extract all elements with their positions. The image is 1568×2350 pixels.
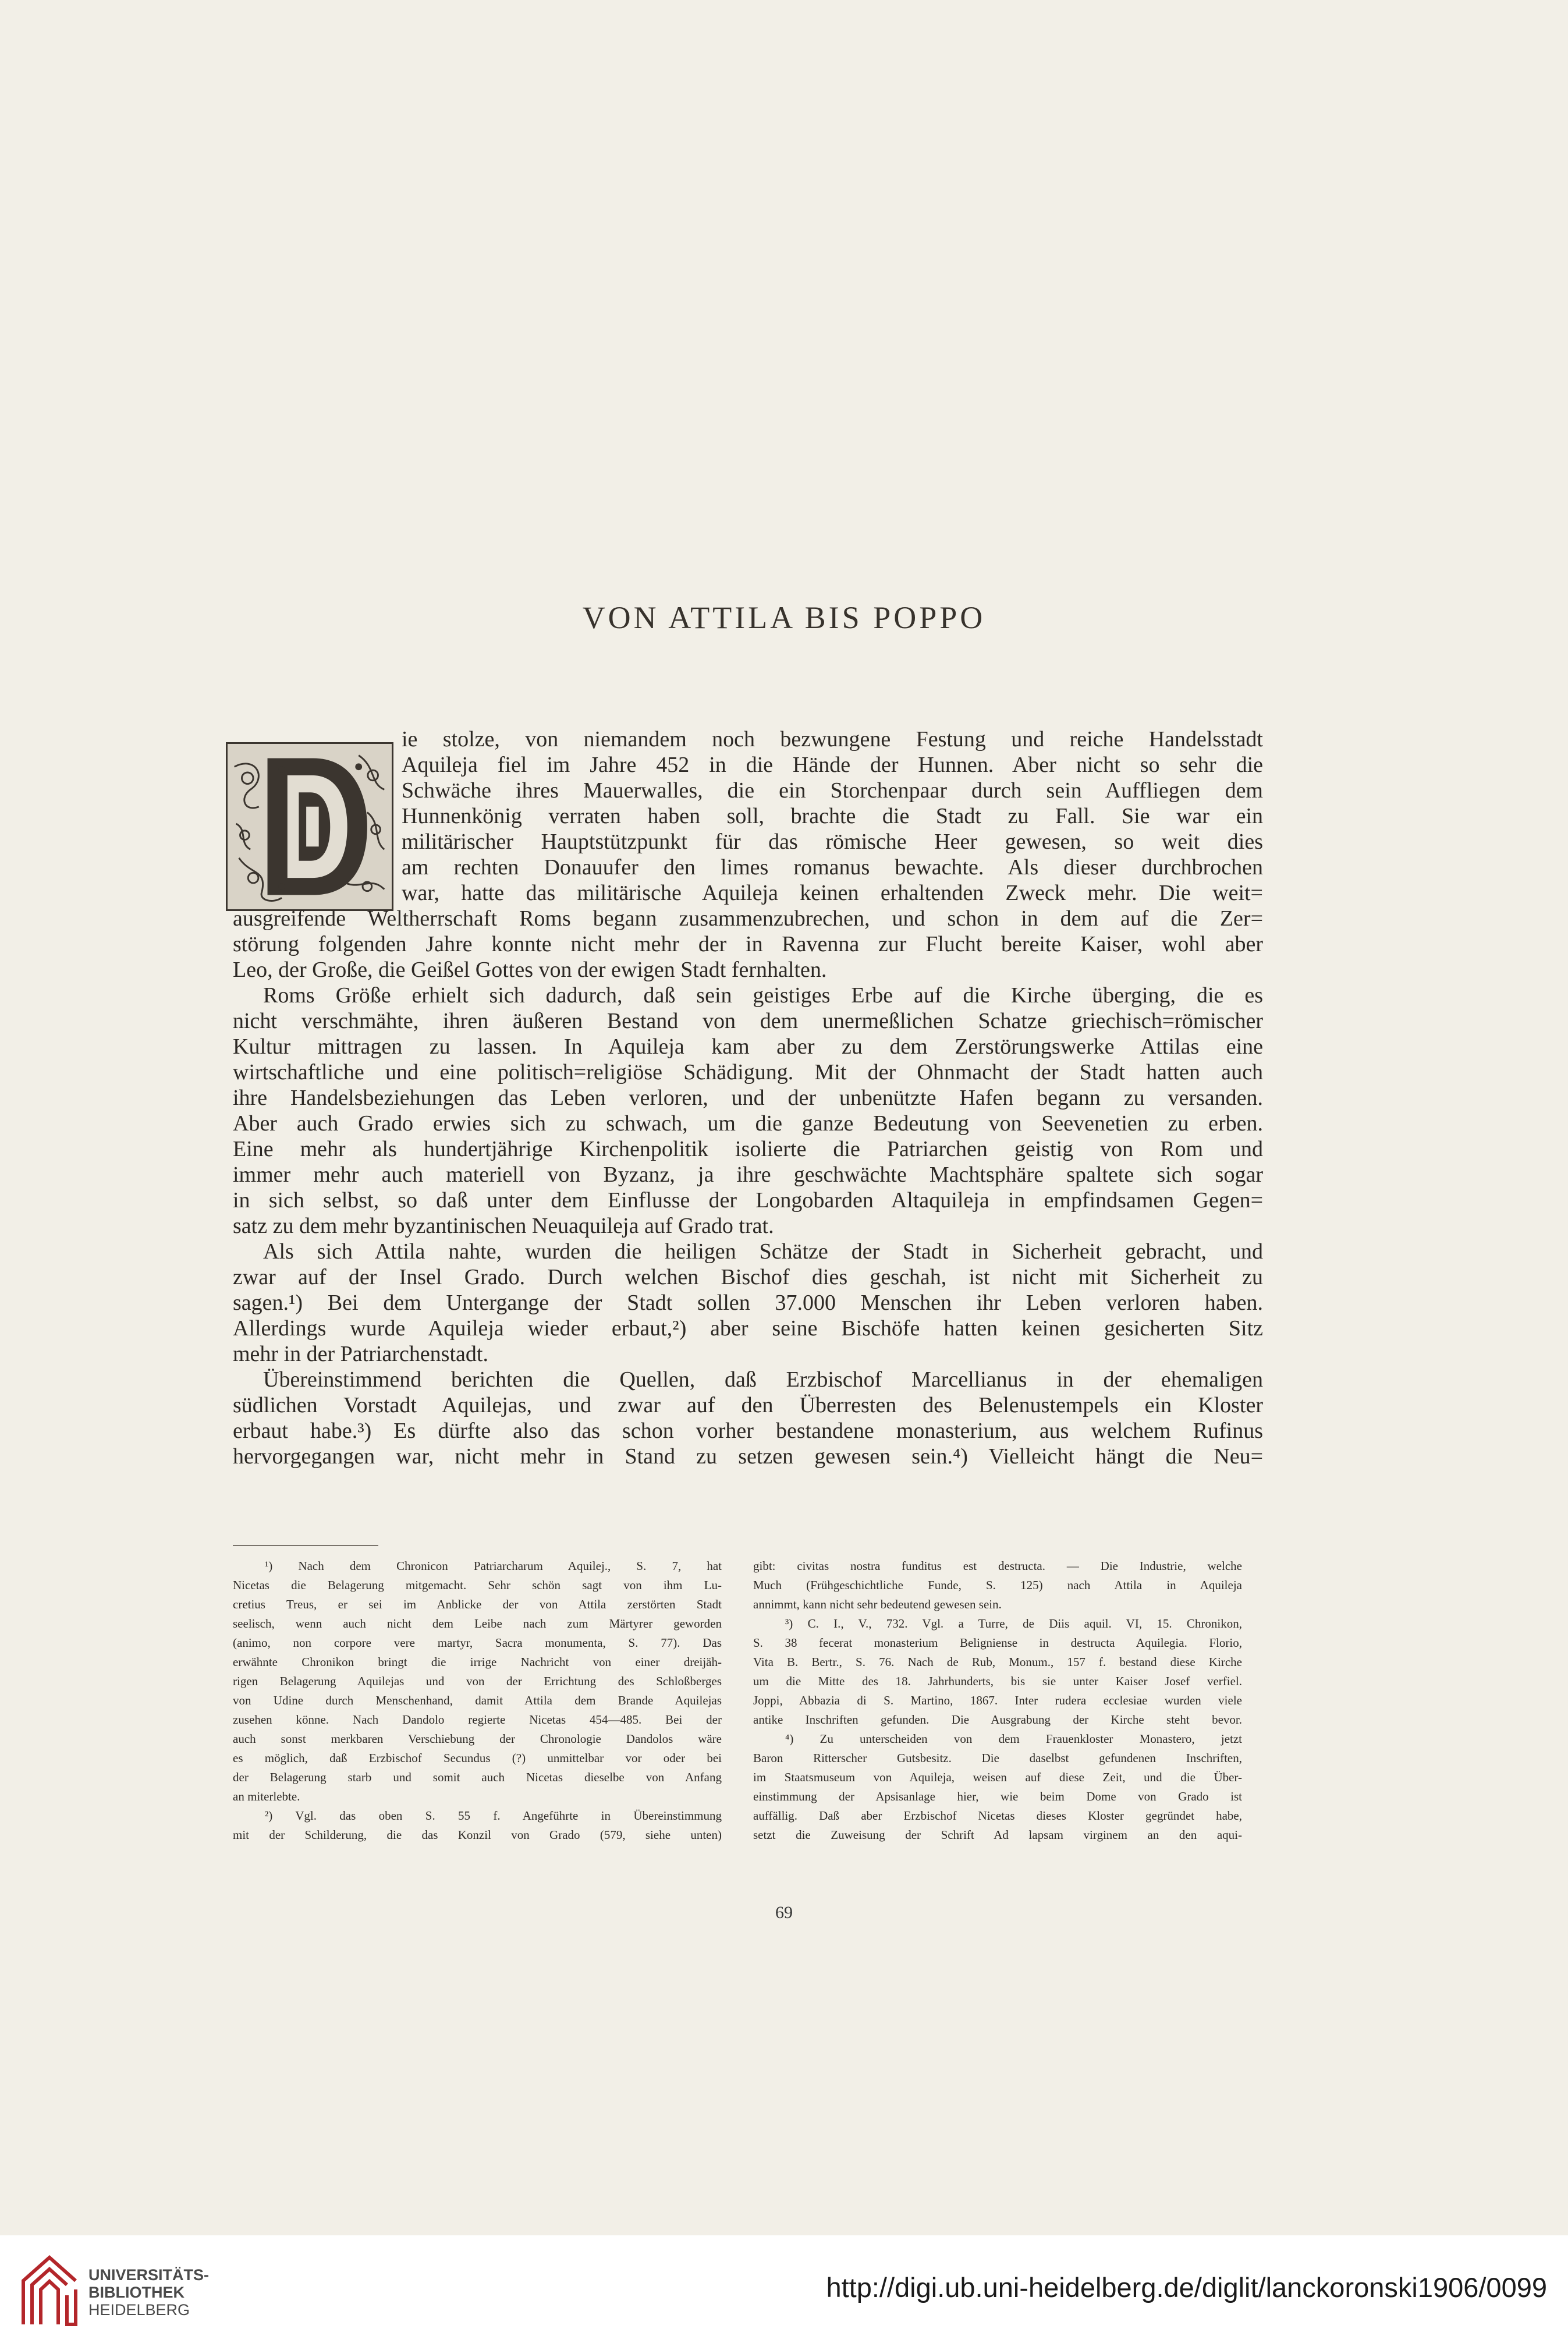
- body-line: nicht verschmähte, ihren äußeren Bestand von dem unermeßlichen Schatze griechisch=römischer: [233, 1009, 1263, 1033]
- library-name-line: UNIVERSITÄTS-: [88, 2266, 210, 2284]
- footnote-line: zusehen könne. Nach Dandolo regierte Nicetas 454—485. Bei der: [233, 1713, 722, 1727]
- footnote-line: cretius Treus, er sei im Anblicke der von Attila zerstörten Stadt: [233, 1597, 722, 1611]
- body-line: immer mehr auch materiell von Byzanz, ja ihre geschwächte Machtsphäre spaltete sich sogar: [233, 1162, 1263, 1187]
- body-line: ie stolze, von niemandem noch bezwungene Festung und reiche Handelsstadt: [402, 727, 1263, 752]
- footnote-line: Nicetas die Belagerung mitgemacht. Sehr schön sagt von ihm Lu-: [233, 1578, 722, 1592]
- footnote-rule: [233, 1545, 378, 1546]
- body-line: am rechten Donauufer den limes romanus bewachte. Als dieser durchbrochen: [402, 855, 1263, 880]
- footnote-line: setzt die Zuweisung der Schrift Ad lapsam virginem an den aqui-: [753, 1828, 1242, 1842]
- library-name-line: BIBLIOTHEK: [88, 2284, 185, 2301]
- body-line: erbaut habe.³) Es dürfte also das schon vorher bestandene monasterium, aus welchem Rufinus: [233, 1419, 1263, 1443]
- body-line: hervorgegangen war, nicht mehr in Stand zu setzen gewesen sein.⁴) Vielleicht hängt die Neu=: [233, 1444, 1263, 1469]
- footnote-line: ²) Vgl. das oben S. 55 f. Angeführte in Übereinstimmung: [265, 1809, 722, 1823]
- footnote-line: an miterlebte.: [233, 1789, 300, 1803]
- ub-heidelberg-logo-icon[interactable]: [17, 2255, 81, 2327]
- body-line: Als sich Attila nahte, wurden die heiligen Schätze der Stadt in Sicherheit gebracht, und: [263, 1239, 1263, 1264]
- permalink-url[interactable]: http://digi.ub.uni-heidelberg.de/diglit/lanckoronski1906/0099: [826, 2272, 1547, 2303]
- footnote-line: einstimmung der Apsisanlage hier, wie beim Dome von Grado ist: [753, 1789, 1242, 1803]
- body-line: in sich selbst, so daß unter dem Einflusse der Longobarden Altaquileja in empfindsamen Gegen=: [233, 1188, 1263, 1213]
- body-line: Eine mehr als hundertjährige Kirchenpolitik isolierte die Patriarchen geistig von Rom und: [233, 1137, 1263, 1161]
- body-line: Kultur mittragen zu lassen. In Aquileja kam aber zu dem Zerstörungswerke Attilas eine: [233, 1034, 1263, 1059]
- footnote-line: (animo, non corpore vere martyr, Sacra monumenta, S. 77). Das: [233, 1636, 722, 1650]
- body-line: Aquileja fiel im Jahre 452 in die Hände der Hunnen. Aber nicht so sehr die: [402, 753, 1263, 777]
- body-line: Allerdings wurde Aquileja wieder erbaut,²) aber seine Bischöfe hatten keinen gesicherten Sitz: [233, 1316, 1263, 1341]
- footnote-line: Vita B. Bertr., S. 76. Nach de Rub, Monum., 157 f. bestand diese Kirche: [753, 1655, 1242, 1669]
- footnote-line: es möglich, daß Erzbischof Secundus (?) unmittelbar vor oder bei: [233, 1751, 722, 1765]
- library-name-line: HEIDELBERG: [88, 2301, 190, 2319]
- footnote-line: ⁴) Zu unterscheiden von dem Frauenkloster Monastero, jetzt: [785, 1732, 1242, 1746]
- footnote-line: ³) C. I., V., 732. Vgl. a Turre, de Diis aquil. VI, 15. Chronikon,: [785, 1617, 1242, 1631]
- footnote-line: im Staatsmuseum von Aquileja, weisen auf diese Zeit, und die Über-: [753, 1770, 1242, 1784]
- footnote-line: um die Mitte des 18. Jahrhunderts, bis sie unter Kaiser Josef verfiel.: [753, 1674, 1242, 1688]
- body-line: mehr in der Patriarchenstadt.: [233, 1342, 488, 1366]
- library-name[interactable]: [88, 2266, 209, 2319]
- page-number: 69: [775, 1903, 793, 1922]
- footnote-line: antike Inschriften gefunden. Die Ausgrabung der Kirche steht bevor.: [753, 1713, 1242, 1727]
- body-line: satz zu dem mehr byzantinischen Neuaquileja auf Grado trat.: [233, 1214, 774, 1238]
- body-line: Übereinstimmend berichten die Quellen, daß Erzbischof Marcellianus in der ehemaligen: [263, 1367, 1263, 1392]
- footnote-line: auch sonst merkbaren Verschiebung der Chronologie Dandolos wäre: [233, 1732, 722, 1746]
- body-line: Leo, der Große, die Geißel Gottes von der ewigen Stadt fernhalten.: [233, 958, 827, 982]
- body-line: Aber auch Grado erwies sich zu schwach, um die ganze Bedeutung von Seevenetien zu erben.: [233, 1111, 1263, 1136]
- body-line: störung folgenden Jahre konnte nicht mehr der in Ravenna zur Flucht bereite Kaiser, wohl aber: [233, 932, 1263, 956]
- body-line: Roms Größe erhielt sich dadurch, daß sein geistiges Erbe auf die Kirche überging, die es: [263, 983, 1263, 1008]
- footnote-line: S. 38 fecerat monasterium Beligniense in destructa Aquilegia. Florio,: [753, 1636, 1242, 1650]
- body-line: ihre Handelsbeziehungen das Leben verloren, und der unbenützte Hafen begann zu versanden.: [233, 1086, 1263, 1110]
- decorated-initial-D-icon: [226, 742, 393, 911]
- body-line: militärischer Hauptstützpunkt für das römische Heer gewesen, so weit dies: [402, 830, 1263, 854]
- footnote-line: auffällig. Daß aber Erzbischof Nicetas dieses Kloster gegründet habe,: [753, 1809, 1242, 1823]
- body-line: sagen.¹) Bei dem Untergange der Stadt sollen 37.000 Menschen ihr Leben verloren haben.: [233, 1291, 1263, 1315]
- body-line: Schwäche ihres Mauerwalles, die ein Storchenpaar durch sein Auffliegen dem: [402, 778, 1263, 803]
- footnote-line: Joppi, Abbazia di S. Martino, 1867. Inter rudera ecclesiae wurden viele: [753, 1693, 1242, 1707]
- footnote-line: der Belagerung starb und somit auch Nicetas dieselbe von Anfang: [233, 1770, 722, 1784]
- footnote-line: Much (Frühgeschichtliche Funde, S. 125) nach Attila in Aquileja: [753, 1578, 1242, 1592]
- footnote-line: gibt: civitas nostra funditus est destructa. — Die Industrie, welche: [753, 1559, 1242, 1573]
- body-line: war, hatte das militärische Aquileja keinen erhaltenden Zweck mehr. Die weit=: [402, 881, 1263, 905]
- body-line: südlichen Vorstadt Aquilejas, und zwar auf den Überresten des Belenustempels ein Kloster: [233, 1393, 1263, 1417]
- body-line: zwar auf der Insel Grado. Durch welchen Bischof dies geschah, ist nicht mit Sicherheit zu: [233, 1265, 1263, 1289]
- footnote-line: annimmt, kann nicht sehr bedeutend gewesen sein.: [753, 1597, 1002, 1611]
- footnote-line: von Udine durch Menschenhand, damit Attila dem Brande Aquilejas: [233, 1693, 722, 1707]
- footnote-line: Baron Ritterscher Gutsbesitz. Die daselbst gefundenen Inschriften,: [753, 1751, 1242, 1765]
- body-line: Hunnenkönig verraten haben soll, brachte die Stadt zu Fall. Sie war ein: [402, 804, 1263, 828]
- footnote-line: rigen Belagerung Aquilejas und von der Errichtung des Schloßberges: [233, 1674, 722, 1688]
- footnote-line: ¹) Nach dem Chronicon Patriarcharum Aquilej., S. 7, hat: [265, 1559, 722, 1573]
- body-line: wirtschaftliche und eine politisch=religiöse Schädigung. Mit der Ohnmacht der Stadt hatten auch: [233, 1060, 1263, 1084]
- page-title: VON ATTILA BIS POPPO: [582, 600, 986, 635]
- body-line: ausgreifende Weltherrschaft Roms begann zusammenzubrechen, und schon in dem auf die Zer=: [233, 906, 1263, 931]
- footnote-line: mit der Schilderung, die das Konzil von Grado (579, siehe unten): [233, 1828, 722, 1842]
- footnote-line: erwähnte Chronikon bringt die irrige Nachricht von einer dreijäh-: [233, 1655, 722, 1669]
- footnote-line: seelisch, wenn auch nicht dem Leibe nach zum Märtyrer geworden: [233, 1617, 722, 1631]
